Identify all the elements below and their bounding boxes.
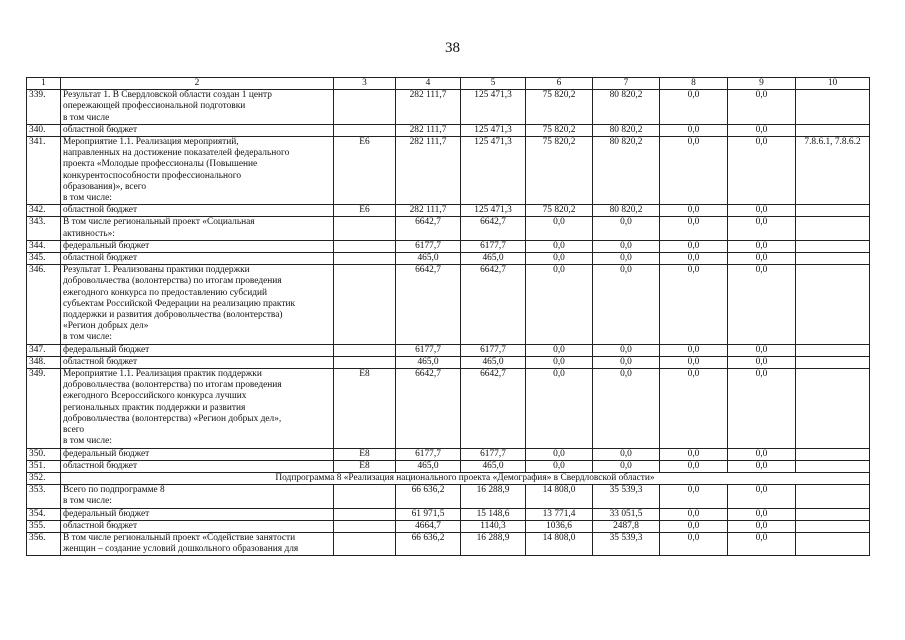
row-code [334,265,396,344]
value-cell: 0,0 [660,265,728,344]
column-header: 10 [796,78,870,90]
value-cell: 0,0 [593,356,660,368]
target-reference [796,485,870,508]
column-header: 3 [334,78,396,90]
table-row [27,137,870,205]
description-line: ежегодного конкурса по предоставлению субсидий [63,287,268,298]
description-line: в том числе: [63,193,112,204]
table-row [27,90,870,125]
value-cell: 0,0 [728,124,796,136]
value-cell: 0,0 [660,508,728,520]
value-cell: 282 111,7 [396,205,461,217]
target-reference [796,448,870,460]
value-cell: 125 471,3 [461,124,526,136]
row-description [61,508,334,520]
row-code [334,485,396,508]
value-cell: 0,0 [728,217,796,240]
row-code [334,532,396,555]
value-cell: 80 820,2 [593,90,660,125]
value-cell: 125 471,3 [461,205,526,217]
value-cell: 75 820,2 [526,205,593,217]
value-cell: 0,0 [593,448,660,460]
column-header: 1 [27,78,61,90]
row-description [61,137,334,205]
row-description [61,124,334,136]
value-cell: 0,0 [526,460,593,472]
target-reference [796,253,870,265]
value-cell: 0,0 [728,205,796,217]
column-header: 9 [728,78,796,90]
target-reference [796,356,870,368]
value-cell: 6642,7 [461,369,526,448]
table-row [27,240,870,252]
value-cell: 0,0 [526,240,593,252]
description-line: всего [63,425,85,436]
column-header: 2 [61,78,334,90]
table-row [27,253,870,265]
description-line: направленных на достижение показателей федерального [63,148,290,159]
description-line: поддержки и развития добровольчества (волонтерства) [63,310,283,321]
value-cell: 0,0 [526,369,593,448]
table-row [27,448,870,460]
description-line: в том числе: [63,332,112,343]
target-reference: 7.8.6.1, 7.8.6.2 [796,137,870,205]
value-cell: 0,0 [593,460,660,472]
value-cell: 0,0 [593,265,660,344]
description-line: областной бюджет [63,356,138,367]
row-number: 348. [27,356,61,368]
value-cell: 33 051,5 [593,508,660,520]
value-cell: 0,0 [728,240,796,252]
value-cell: 282 111,7 [396,124,461,136]
value-cell: 0,0 [728,485,796,508]
value-cell: 0,0 [660,253,728,265]
value-cell: 66 636,2 [396,485,461,508]
description-line: областной бюджет [63,460,138,471]
row-code: Е6 [334,205,396,217]
description-line: Всего по подпрограмме 8 [63,485,165,496]
description-line: субъектам Российской Федерации на реализацию практик [63,298,296,309]
value-cell: 0,0 [728,520,796,532]
value-cell: 0,0 [660,448,728,460]
description-line: В том числе региональный проект «Социальная [63,217,255,228]
value-cell: 2487,8 [593,520,660,532]
value-cell: 0,0 [660,217,728,240]
table-row [27,265,870,344]
description-line: проекта «Молодые профессионалы (Повышение [63,159,258,170]
value-cell: 0,0 [660,344,728,356]
row-code [334,344,396,356]
description-line: добровольчества (волонтерства) «Регион добрых дел», [63,413,282,424]
description-line: в том числе: [63,436,112,447]
row-description [61,369,334,448]
target-reference [796,265,870,344]
row-description [61,460,334,472]
value-cell: 0,0 [660,137,728,205]
target-reference [796,124,870,136]
row-number: 352. [27,472,61,484]
value-cell: 6642,7 [461,217,526,240]
row-description [61,356,334,368]
column-header: 4 [396,78,461,90]
value-cell: 0,0 [593,240,660,252]
value-cell: 75 820,2 [526,137,593,205]
column-header: 8 [660,78,728,90]
value-cell: 13 771,4 [526,508,593,520]
row-description [61,240,334,252]
description-line: В том числе региональный проект «Содействие занятости [63,532,296,543]
value-cell: 4664,7 [396,520,461,532]
value-cell: 0,0 [728,460,796,472]
table-row [27,472,870,484]
table-body [27,90,870,556]
target-reference [796,460,870,472]
row-number: 343. [27,217,61,240]
value-cell: 6177,7 [396,240,461,252]
row-number: 354. [27,508,61,520]
row-number: 341. [27,137,61,205]
target-reference [796,369,870,448]
value-cell: 0,0 [526,356,593,368]
value-cell: 0,0 [526,253,593,265]
row-code: Е8 [334,369,396,448]
description-line: областной бюджет [63,124,138,135]
row-number: 346. [27,265,61,344]
row-description [61,448,334,460]
value-cell: 35 539,3 [593,485,660,508]
value-cell: 0,0 [728,369,796,448]
value-cell: 14 808,0 [526,485,593,508]
target-reference [796,520,870,532]
row-code [334,124,396,136]
value-cell: 61 971,5 [396,508,461,520]
row-code [334,240,396,252]
value-cell: 0,0 [593,253,660,265]
table-row [27,460,870,472]
value-cell: 465,0 [396,356,461,368]
description-line: добровольчества (волонтерства) по итогам проведения [63,380,282,391]
row-number: 347. [27,344,61,356]
value-cell: 0,0 [728,265,796,344]
value-cell: 1140,3 [461,520,526,532]
value-cell: 465,0 [461,460,526,472]
value-cell: 6177,7 [461,344,526,356]
description-line: региональных практик поддержки и развития [63,402,246,413]
table-row [27,124,870,136]
row-number: 350. [27,448,61,460]
description-line: областной бюджет [63,205,138,216]
row-description [61,485,334,508]
value-cell: 16 288,9 [461,532,526,555]
budget-table [26,77,870,556]
value-cell: 80 820,2 [593,205,660,217]
description-line: Результат 1. В Свердловской области создан 1 центр [63,90,272,101]
row-number: 351. [27,460,61,472]
value-cell: 6177,7 [461,448,526,460]
row-description [61,532,334,555]
value-cell: 0,0 [728,508,796,520]
value-cell: 6642,7 [396,217,461,240]
value-cell: 0,0 [660,485,728,508]
target-reference [796,90,870,125]
row-number: 349. [27,369,61,448]
value-cell: 0,0 [660,90,728,125]
target-reference [796,205,870,217]
target-reference [796,532,870,555]
row-code: Е6 [334,137,396,205]
value-cell: 0,0 [593,369,660,448]
row-description [61,90,334,125]
table-row [27,205,870,217]
description-line: опережающей профессиональной подготовки [63,101,246,112]
value-cell: 0,0 [660,532,728,555]
description-line: федеральный бюджет [63,508,150,519]
target-reference [796,217,870,240]
table-row [27,344,870,356]
value-cell: 0,0 [728,356,796,368]
value-cell: 0,0 [728,532,796,555]
value-cell: 465,0 [461,356,526,368]
row-description [61,253,334,265]
value-cell: 6642,7 [396,265,461,344]
description-line: добровольчества (волонтерства) по итогам проведения [63,276,282,287]
target-reference [796,240,870,252]
row-number: 356. [27,532,61,555]
value-cell: 6177,7 [396,448,461,460]
value-cell: 0,0 [660,369,728,448]
value-cell: 35 539,3 [593,532,660,555]
row-number: 339. [27,90,61,125]
row-code: Е8 [334,460,396,472]
value-cell: 465,0 [461,253,526,265]
value-cell: 75 820,2 [526,124,593,136]
table-row [27,520,870,532]
row-code [334,253,396,265]
description-line: в том числе [63,112,110,123]
description-line: в том числе: [63,496,112,507]
description-line: областной бюджет [63,520,138,531]
row-number: 353. [27,485,61,508]
table-row [27,508,870,520]
value-cell: 6177,7 [461,240,526,252]
value-cell: 15 148,6 [461,508,526,520]
description-line: Результат 1. Реализованы практики поддержки [63,265,250,276]
page-number: 38 [445,40,460,56]
row-code [334,90,396,125]
row-code [334,508,396,520]
target-reference [796,508,870,520]
value-cell: 0,0 [660,356,728,368]
value-cell: 6177,7 [396,344,461,356]
value-cell: 125 471,3 [461,137,526,205]
value-cell: 0,0 [728,90,796,125]
value-cell: 0,0 [526,217,593,240]
row-description [61,217,334,240]
value-cell: 80 820,2 [593,137,660,205]
value-cell: 0,0 [728,137,796,205]
value-cell: 6642,7 [461,265,526,344]
row-description [61,520,334,532]
value-cell: 0,0 [660,205,728,217]
row-code: Е8 [334,448,396,460]
row-code [334,356,396,368]
row-number: 340. [27,124,61,136]
description-line: федеральный бюджет [63,448,150,459]
value-cell: 465,0 [396,253,461,265]
value-cell: 16 288,9 [461,485,526,508]
value-cell: 1036,6 [526,520,593,532]
value-cell: 0,0 [660,240,728,252]
table-row [27,356,870,368]
target-reference [796,344,870,356]
value-cell: 282 111,7 [396,90,461,125]
header-row [27,78,870,90]
column-header: 7 [593,78,660,90]
table-row [27,369,870,448]
table-row [27,217,870,240]
description-line: федеральный бюджет [63,240,150,251]
value-cell: 0,0 [593,344,660,356]
value-cell: 0,0 [728,253,796,265]
description-line: Мероприятие 1.1. Реализация практик поддержки [63,369,262,380]
value-cell: 80 820,2 [593,124,660,136]
value-cell: 0,0 [526,448,593,460]
value-cell: 0,0 [660,520,728,532]
value-cell: 0,0 [728,448,796,460]
description-line: конкурентоспособности профессионального [63,170,242,181]
subprogram-title: Подпрограмма 8 «Реализация национального проекта «Демография» в Свердловской области» [61,472,870,484]
description-line: активность»: [63,228,115,239]
value-cell: 0,0 [593,217,660,240]
table-row [27,485,870,508]
row-code [334,520,396,532]
row-description [61,205,334,217]
description-line: «Регион добрых дел» [63,321,149,332]
value-cell: 6642,7 [396,369,461,448]
row-number: 355. [27,520,61,532]
row-number: 344. [27,240,61,252]
row-number: 342. [27,205,61,217]
value-cell: 0,0 [526,265,593,344]
value-cell: 66 636,2 [396,532,461,555]
value-cell: 0,0 [526,344,593,356]
row-description [61,265,334,344]
value-cell: 0,0 [660,124,728,136]
row-code [334,217,396,240]
description-line: областной бюджет [63,253,138,264]
description-line: женщин – создание условий дошкольного образования для [63,544,299,555]
value-cell: 465,0 [396,460,461,472]
value-cell: 0,0 [660,460,728,472]
value-cell: 75 820,2 [526,90,593,125]
row-number: 345. [27,253,61,265]
row-description [61,344,334,356]
value-cell: 0,0 [728,344,796,356]
table-row [27,532,870,555]
column-header: 6 [526,78,593,90]
description-line: ежегодного Всероссийского конкурса лучших [63,391,247,402]
description-line: федеральный бюджет [63,344,150,355]
description-line: образования)», всего [63,181,147,192]
value-cell: 14 808,0 [526,532,593,555]
column-header: 5 [461,78,526,90]
value-cell: 125 471,3 [461,90,526,125]
description-line: Мероприятие 1.1. Реализация мероприятий, [63,137,239,148]
value-cell: 282 111,7 [396,137,461,205]
